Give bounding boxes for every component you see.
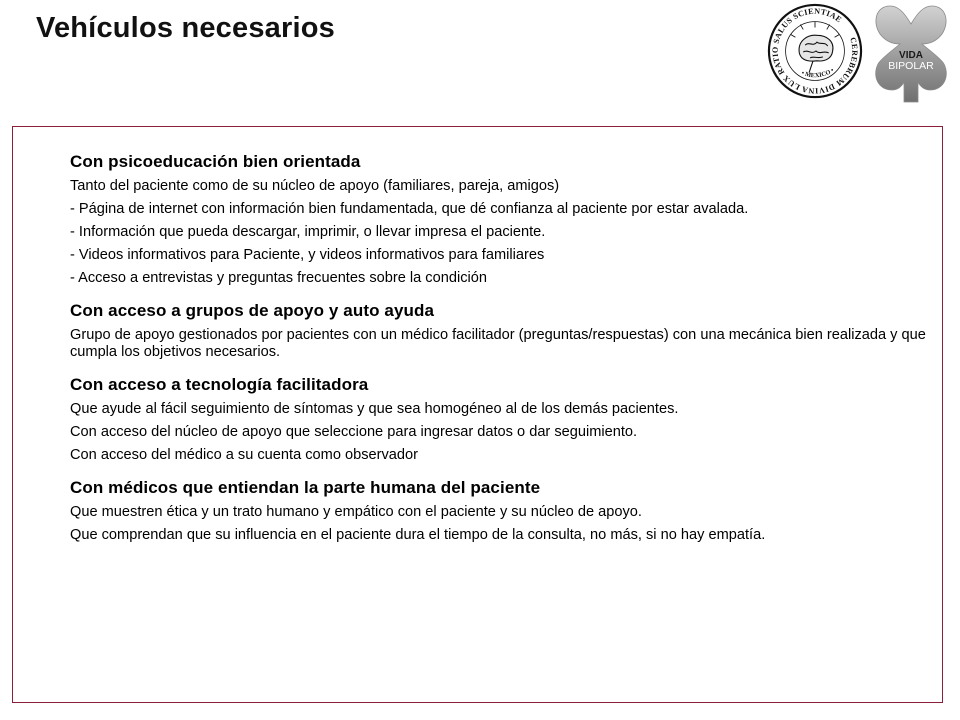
section-grupos-apoyo (70, 301, 950, 361)
vida-bipolar-logo (868, 2, 954, 104)
section-line: Con acceso del núcleo de apoyo que seleccione para ingresar datos o dar seguimiento. (70, 424, 638, 440)
page-title: Vehículos necesarios (36, 12, 335, 44)
section-line: Grupo de apoyo gestionados por pacientes con un médico facilitador (preguntas/respuestas) con una mecánica bien realizada y que cumpla los objetivos necesarios. (70, 327, 926, 360)
section-line: - Página de internet con información bien fundamentada, que dé confianza al paciente por estar avalada. (70, 201, 749, 217)
section-line: - Información que pueda descargar, imprimir, o llevar impresa el paciente. (70, 224, 546, 240)
section-heading: Con psicoeducación bien orientada (70, 152, 361, 171)
brain-icon (799, 35, 833, 72)
section-heading: Con acceso a tecnología facilitadora (70, 375, 369, 394)
svg-text:• MEXICO • (800, 67, 835, 79)
logo-line1: VIDA (899, 50, 923, 61)
section-line: Tanto del paciente como de su núcleo de apoyo (familiares, pareja, amigos) (70, 178, 560, 194)
seal-ring-text: CEREBRUM DIVINA LUX RATIO SALUS SCIENTIAE (770, 6, 860, 96)
section-line: - Videos informativos para Paciente, y videos informativos para familiares (70, 247, 545, 263)
section-line: Que ayude al fácil seguimiento de síntomas y que sea homogéneo al de los demás pacientes. (70, 401, 679, 417)
institution-seal (766, 2, 864, 100)
section-line: - Acceso a entrevistas y preguntas frecuentes sobre la condición (70, 270, 487, 286)
section-tecnologia (70, 375, 950, 464)
section-line: Que muestren ética y un trato humano y empático con el paciente y su núcleo de apoyo. (70, 504, 642, 520)
section-line: Que comprendan que su influencia en el paciente dura el tiempo de la consulta, no más, si no hay empatía. (70, 527, 766, 543)
logo-line2: BIPOLAR (888, 60, 934, 72)
seal-bottom-text: • MEXICO • (800, 66, 836, 80)
section-line: Con acceso del médico a su cuenta como observador (70, 447, 419, 463)
section-medicos (70, 478, 950, 544)
section-psicoeducacion (70, 152, 950, 287)
section-heading: Con médicos que entiendan la parte humana del paciente (70, 478, 541, 497)
content-body (70, 152, 950, 558)
section-heading: Con acceso a grupos de apoyo y auto ayuda (70, 301, 435, 320)
